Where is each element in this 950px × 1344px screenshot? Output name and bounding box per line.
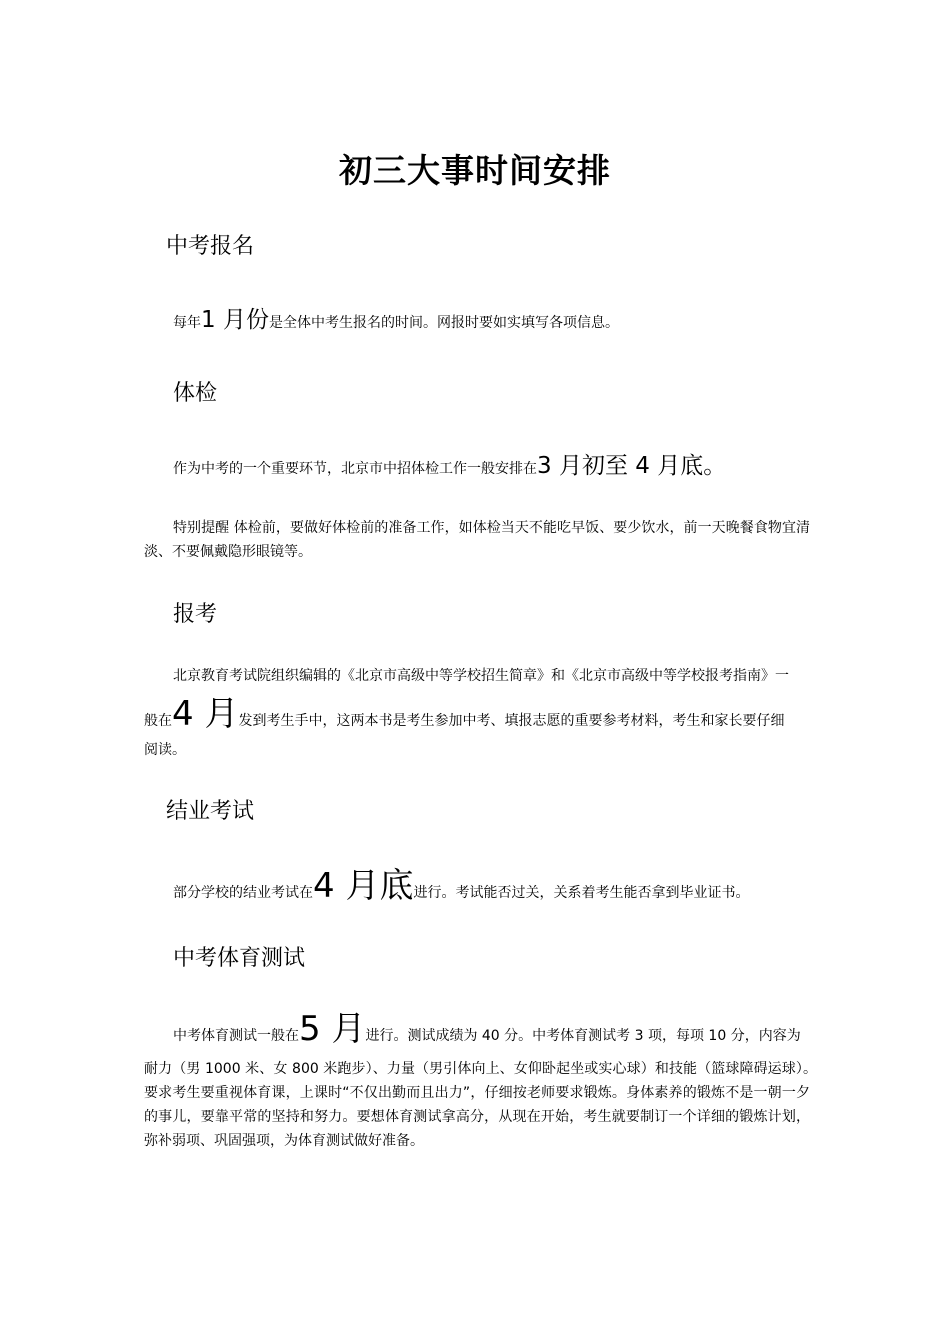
section-heading-completion-exam: 结业考试 [166, 799, 255, 824]
emphasis-date: 5 月 [299, 1009, 366, 1049]
text-run: 每年 [173, 315, 201, 331]
emphasis-date: 4 月 [172, 694, 239, 734]
text-run: 中考体育测试一般在 [173, 1028, 299, 1044]
section-paragraph-physical-exam [173, 454, 726, 483]
section-heading-registration: 中考报名 [166, 234, 255, 259]
section-paragraph-application-line1: 北京教育考试院组织编辑的《北京市高级中等学校招生简章》和《北京市高级中等学校报考指南》一 [173, 668, 789, 684]
page-title: 初三大事时间安排 [339, 151, 611, 190]
section-heading-application: 报考 [173, 602, 218, 627]
text-run: 是全体中考生报名的时间。网报时要如实填写各项信息。 [268, 315, 619, 331]
section-paragraph-application-line2 [144, 694, 785, 741]
text-run: 进行。测试成绩为 40 分。中考体育测试考 3 项，每项 10 分，内容为 [365, 1028, 801, 1044]
section-paragraph-application-line3: 阅读。 [144, 742, 186, 758]
section-note-physical-exam: 特别提醒 体检前，要做好体检前的准备工作，如体检当天不能吃早饭、要少饮水，前一天晚餐食物宜清淡、不要佩戴隐形眼镜等。 [144, 520, 810, 560]
section-paragraph-completion-exam [173, 866, 750, 913]
emphasis-date: 3 月初至 4 月底。 [537, 453, 727, 479]
section-paragraph-pe-test-line1 [173, 1009, 801, 1058]
text-run: 发到考生手中，这两本书是考生参加中考、填报志愿的重要参考材料，考生和家长要仔细 [238, 713, 785, 729]
emphasis-date: 4 月底 [313, 866, 414, 906]
text-run: 进行。考试能否过关，关系着考生能否拿到毕业证书。 [413, 885, 750, 901]
section-heading-pe-test: 中考体育测试 [173, 946, 306, 971]
text-run: 般在 [144, 713, 172, 729]
section-heading-physical-exam: 体检 [173, 381, 218, 406]
text-run: 作为中考的一个重要环节，北京市中招体检工作一般安排在 [173, 461, 537, 477]
text-run: 部分学校的结业考试在 [173, 885, 313, 901]
section-paragraph-pe-test-rest: 耐力（男 1000 米、女 800 米跑步）、力量（男引体向上、女仰卧起坐或实心球）和技能（篮球障碍运球）。 要求考生要重视体育课，上课时“不仅出勤而且出力”，仔细按老师要求锻炼。身体素养的锻炼不是一朝一夕的事儿，要靠平常的坚持和努力。要想体育测试拿高分，从现在开始，考生就要制订一个详细的锻炼计划，弥补弱项、巩固强项，为体育测试做好准备。 [144, 1061, 838, 1149]
emphasis-date: 1 月份 [201, 307, 269, 333]
section-paragraph-registration [173, 308, 619, 337]
